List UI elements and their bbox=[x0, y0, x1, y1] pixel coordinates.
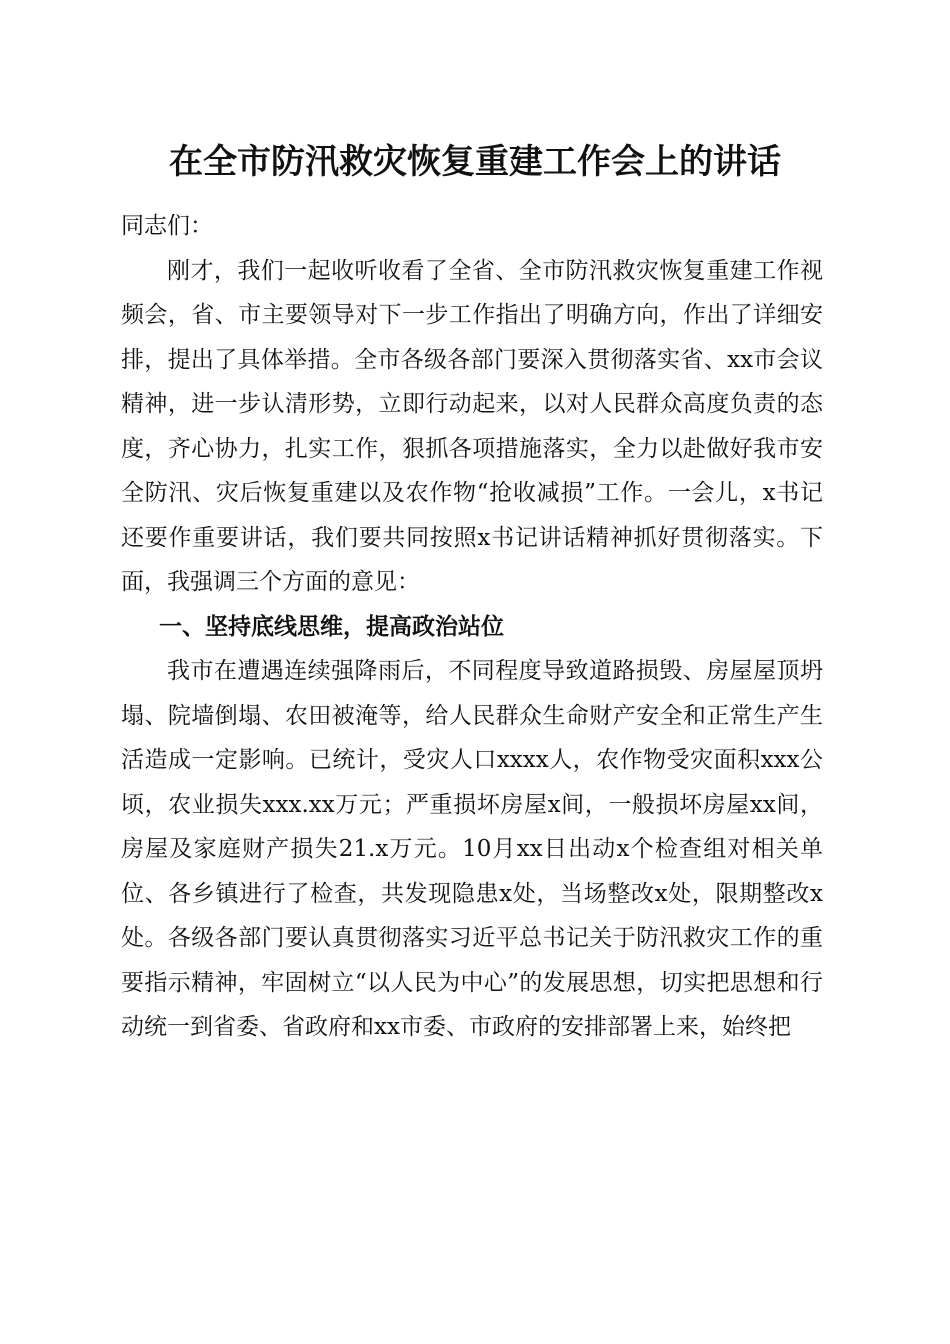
document-title: 在全市防汛救灾恢复重建工作会上的讲话 bbox=[169, 142, 781, 182]
document-body bbox=[121, 204, 823, 1050]
paragraph-section-1: 我市在遭遇连续强降雨后，不同程度导致道路损毁、房屋屋顶坍塌、院墙倒塌、农田被淹等，给人民群众生命财产安全和正常生产生活造成一定影响。已统计，受灾人口xxxx人，农作物受灾面积xxx公顷，农业损失xxx.xx万元；严重损坏房屋x间，一般损坏房屋xx间，房屋及家庭财产损失21.x万元。10月xx日出动x个检查组对相关单位、各乡镇进行了检查，共发现隐患x处，当场整改x处，限期整改x处。各级各部门要认真贯彻落实习近平总书记关于防汛救灾工作的重要指示精神，牢固树立“以人民为中心”的发展思想，切实把思想和行动统一到省委、省政府和xx市委、市政府的安排部署上来，始终把 bbox=[121, 658, 823, 1040]
salutation: 同志们： bbox=[121, 213, 213, 239]
paragraph-intro: 刚才，我们一起收听收看了全省、全市防汛救灾恢复重建工作视频会，省、市主要领导对下一步工作指出了明确方向，作出了详细安排，提出了具体举措。全市各级各部门要深入贯彻落实省、xx市会议精神，进一步认清形势，立即行动起来，以对人民群众高度负责的态度，齐心协力，扎实工作，狠抓各项措施落实，全力以赴做好我市安全防汛、灾后恢复重建以及农作物“抢收减损”工作。一会儿，x书记还要作重要讲话，我们要共同按照x书记讲话精神抓好贯彻落实。下面，我强调三个方面的意见： bbox=[121, 257, 823, 595]
section-heading-1: 一、坚持底线思维，提高政治站位 bbox=[159, 613, 504, 640]
